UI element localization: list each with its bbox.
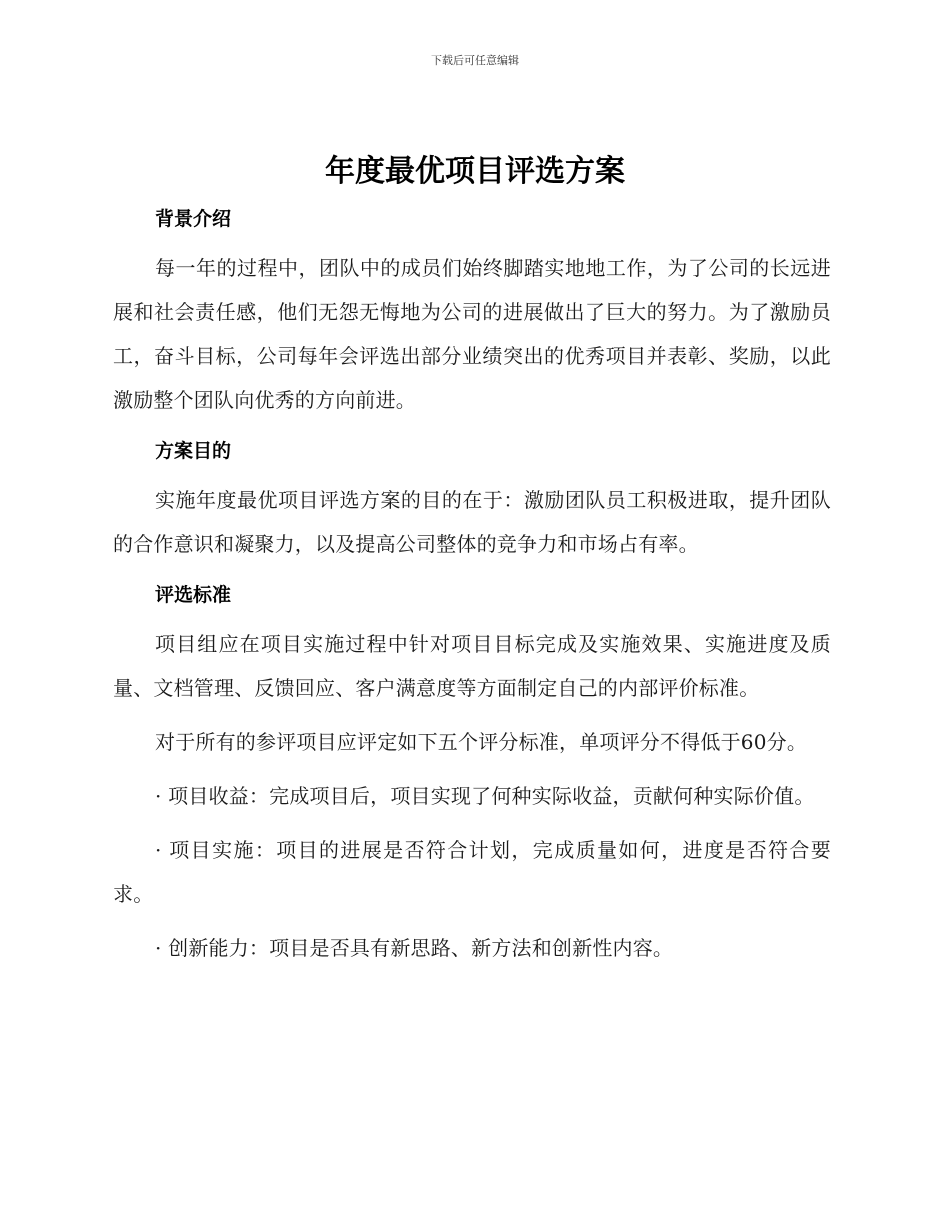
paragraph-criteria-intro: 项目组应在项目实施过程中针对项目目标完成及实施效果、实施进度及质量、文档管理、反馈回应、客户满意度等方面制定自己的内部评价标准。 xyxy=(113,632,831,700)
document-body xyxy=(113,200,831,980)
header-note: 下载后可任意编辑 xyxy=(431,54,519,67)
paragraph-purpose: 实施年度最优项目评选方案的目的在于：激励团队员工积极进取，提升团队的合作意识和凝聚力，以及提高公司整体的竞争力和市场占有率。 xyxy=(113,488,831,556)
list-item-project-revenue: · 项目收益：完成项目后，项目实现了何种实际收益，贡献何种实际价值。 xyxy=(155,784,815,808)
heading-background: 背景介绍 xyxy=(155,208,232,230)
heading-criteria: 评选标准 xyxy=(155,584,232,606)
list-item-project-implementation: · 项目实施：项目的进展是否符合计划，完成质量如何，进度是否符合要求。 xyxy=(113,838,831,906)
list-item-innovation: · 创新能力：项目是否具有新思路、新方法和创新性内容。 xyxy=(155,936,674,960)
heading-purpose: 方案目的 xyxy=(155,440,232,462)
document-title: 年度最优项目评选方案 xyxy=(325,154,625,189)
paragraph-background: 每一年的过程中，团队中的成员们始终脚踏实地地工作，为了公司的长远进展和社会责任感，他们无怨无悔地为公司的进展做出了巨大的努力。为了激励员工，奋斗目标，公司每年会评选出部分业绩突出的优秀项目并表彰、奖励，以此激励整个团队向优秀的方向前进。 xyxy=(113,256,831,412)
paragraph-criteria-scoring: 对于所有的参评项目应评定如下五个评分标准，单项评分不得低于60分。 xyxy=(155,730,808,754)
